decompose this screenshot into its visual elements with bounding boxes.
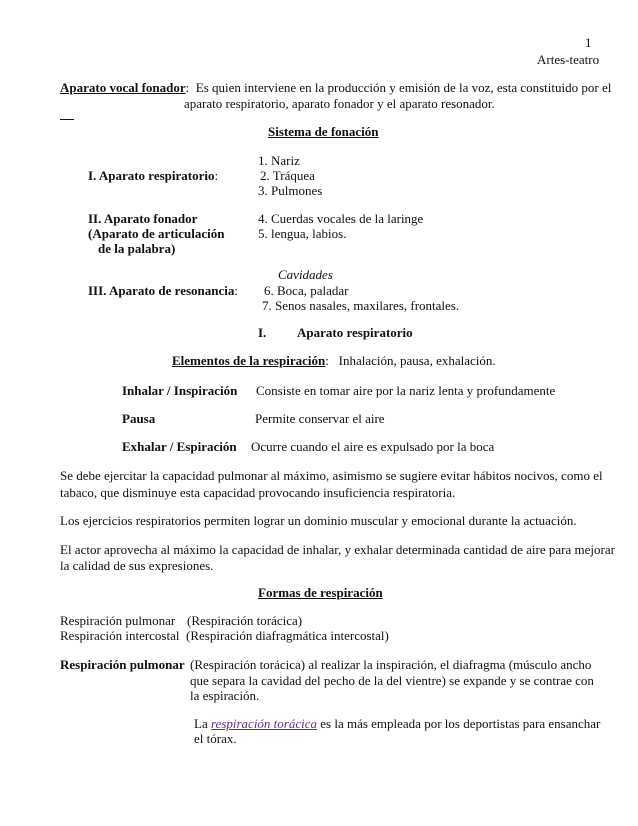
page-number: 1	[585, 35, 592, 50]
group-3-subheading: Cavidades	[278, 267, 333, 282]
group-2-label-2: (Aparato de articulación	[88, 226, 225, 241]
paragraph-3-line-1: El actor aprovecha al máximo la capacidad de inhalar, y exhalar determinada cantidad de aire para mejorar	[60, 542, 615, 557]
group-2-item-2: 5. lengua, labios.	[258, 226, 347, 241]
intro-term: Aparato vocal fonador	[60, 80, 186, 95]
forms-item-2-name: Respiración intercostal	[60, 628, 180, 643]
section-1-numeral: I.	[258, 325, 267, 340]
forms-note-line-2: el tórax.	[194, 731, 237, 746]
group-3-label-colon: :	[234, 283, 239, 298]
section-1-title: Aparato respiratorio	[297, 325, 413, 340]
element-desc-2: Permite conservar el aire	[255, 411, 385, 426]
system-title: Sistema de fonación	[268, 124, 379, 139]
elements-label: Elementos de la respiración	[172, 353, 326, 368]
forms-title: Formas de respiración	[258, 585, 383, 600]
forms-detail-line-3: la espiración.	[190, 688, 260, 703]
forms-item-1-desc: (Respiración torácica)	[187, 613, 303, 628]
group-2-label-1: II. Aparato fonador	[88, 211, 198, 226]
elements-heading	[172, 353, 496, 369]
group-3-item-2: 7. Senos nasales, maxilares, frontales.	[262, 298, 460, 313]
element-desc-1: Consiste en tomar aire por la nariz lenta y profundamente	[256, 383, 556, 398]
paragraph-2-line-1: Los ejercicios respiratorios permiten lograr un dominio muscular y emocional durante la actuación.	[60, 513, 577, 528]
document-subject: Artes-teatro	[537, 52, 600, 67]
group-1-item-1: 1. Nariz	[258, 153, 300, 168]
intro-text-2: aparato respiratorio, aparato fonador y el aparato resonador.	[184, 96, 495, 111]
paragraph-3-line-2: la calidad de sus expresiones.	[60, 558, 214, 573]
forms-detail-line-1: (Respiración torácica) al realizar la inspiración, el diafragma (músculo ancho	[190, 657, 592, 672]
group-1-label-colon: :	[214, 168, 219, 183]
group-3-label	[88, 283, 238, 299]
intro-line-1	[60, 80, 611, 96]
element-desc-3: Ocurre cuando el aire es expulsado por la boca	[251, 439, 495, 454]
forms-item-2-desc: (Respiración diafragmática intercostal)	[186, 628, 389, 643]
elements-value: Inhalación, pausa, exhalación.	[338, 353, 496, 368]
separator-dash	[60, 119, 74, 120]
forms-detail-line-2: que separa la cavidad del pecho de la del vientre) se expande y se contrae con	[190, 673, 594, 688]
forms-note-prefix: La	[194, 716, 211, 731]
elements-colon: :	[325, 353, 329, 368]
element-term-2: Pausa	[122, 411, 156, 426]
paragraph-1-line-1: Se debe ejercitar la capacidad pulmonar al máximo, asimismo se sugiere evitar hábitos nocivos, como el	[60, 468, 603, 483]
group-2-label-3: de la palabra)	[98, 241, 176, 256]
group-3-label-text: III. Aparato de resonancia	[88, 283, 235, 298]
group-2-item-1: 4. Cuerdas vocales de la laringe	[258, 211, 424, 226]
intro-colon: :	[185, 80, 190, 95]
group-1-item-3: 3. Pulmones	[258, 183, 323, 198]
element-term-3: Exhalar / Espiración	[122, 439, 237, 454]
paragraph-1-line-2: tabaco, que disminuye esta capacidad provocando insuficiencia respiratoria.	[60, 485, 456, 500]
element-term-1: Inhalar / Inspiración	[122, 383, 238, 398]
group-1-label-text: I. Aparato respiratorio	[88, 168, 215, 183]
forms-detail-term: Respiración pulmonar	[60, 657, 185, 672]
intro-text-1: Es quien interviene en la producción y emisión de la voz, esta constituido por el	[195, 80, 612, 95]
group-1-label	[88, 168, 218, 184]
forms-note-rest: es la más empleada por los deportistas para ensanchar	[317, 716, 601, 731]
respiracion-toracica-link[interactable]: respiración torácica	[210, 716, 317, 731]
forms-item-1-name: Respiración pulmonar	[60, 613, 176, 628]
group-1-item-2: 2. Tráquea	[260, 168, 315, 183]
group-3-item-1: 6. Boca, paladar	[264, 283, 349, 298]
forms-note-line-1	[194, 716, 600, 732]
